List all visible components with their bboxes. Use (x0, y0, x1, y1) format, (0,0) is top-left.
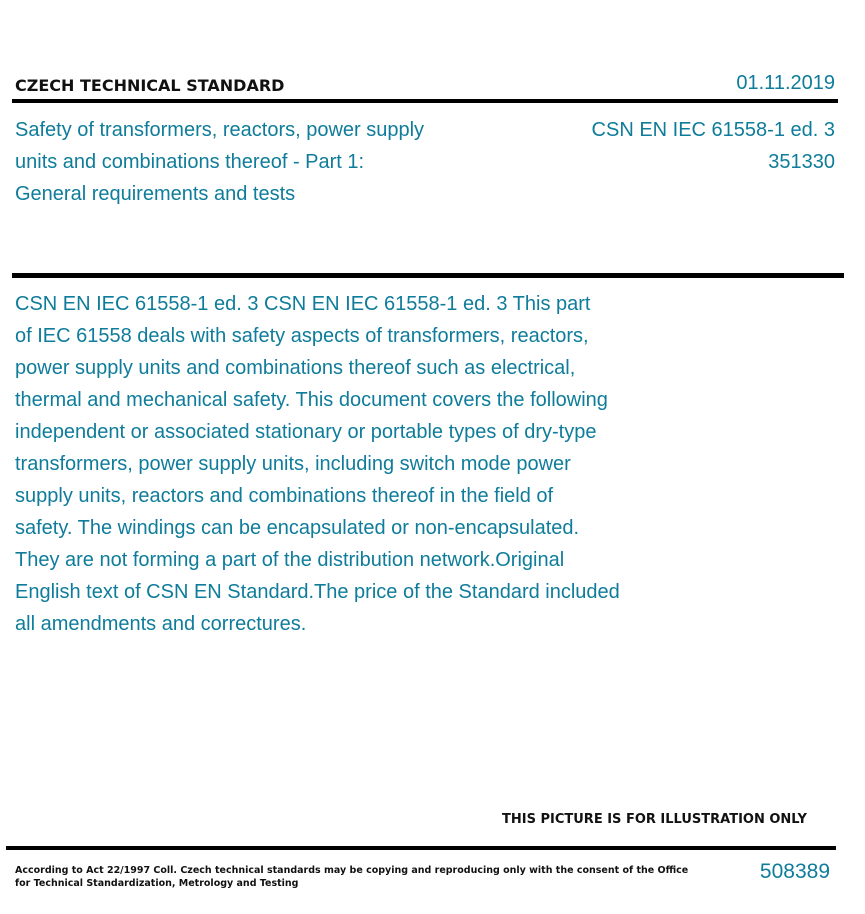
abstract-line: transformers, power supply units, including switch mode power (15, 453, 571, 475)
legal-notice (15, 864, 689, 890)
document-title-line: Safety of transformers, reactors, power supply (15, 119, 425, 141)
document-title-line: General requirements and tests (15, 183, 296, 205)
bottom-divider (6, 846, 836, 850)
abstract-text (15, 288, 675, 640)
document-number: 508389 (759, 860, 830, 883)
abstract-line: thermal and mechanical safety. This document covers the following (15, 389, 608, 411)
abstract-line: English text of CSN EN Standard.The price of the Standard included (15, 581, 620, 603)
legal-notice-line: for Technical Standardization, Metrology and Testing (15, 878, 299, 889)
standard-designation: CSN EN IEC 61558-1 ed. 3 (591, 119, 835, 141)
document-title-line: units and combinations thereof - Part 1: (15, 151, 365, 173)
publication-date: 01.11.2019 (736, 72, 835, 94)
middle-divider (12, 273, 844, 278)
standard-type-heading: CZECH TECHNICAL STANDARD (15, 76, 285, 95)
document-codes (592, 114, 835, 178)
abstract-line: of IEC 61558 deals with safety aspects of transformers, reactors, (15, 325, 589, 347)
document-title (15, 114, 485, 210)
top-divider (12, 99, 838, 103)
classification-code: 351330 (768, 151, 835, 173)
illustration-disclaimer: THIS PICTURE IS FOR ILLUSTRATION ONLY (502, 812, 807, 827)
abstract-line: supply units, reactors and combinations thereof in the field of (15, 485, 554, 507)
abstract-line: all amendments and correctures. (15, 613, 307, 635)
abstract-line: safety. The windings can be encapsulated or non-encapsulated. (15, 517, 580, 539)
abstract-line: power supply units and combinations thereof such as electrical, (15, 357, 576, 379)
abstract-line: They are not forming a part of the distribution network.Original (15, 549, 565, 571)
abstract-line: independent or associated stationary or portable types of dry-type (15, 421, 597, 443)
abstract-line: CSN EN IEC 61558-1 ed. 3 CSN EN IEC 61558-1 ed. 3 This part (15, 293, 591, 315)
legal-notice-line: According to Act 22/1997 Coll. Czech technical standards may be copying and reproducing only with the consent of the Office (15, 865, 689, 876)
